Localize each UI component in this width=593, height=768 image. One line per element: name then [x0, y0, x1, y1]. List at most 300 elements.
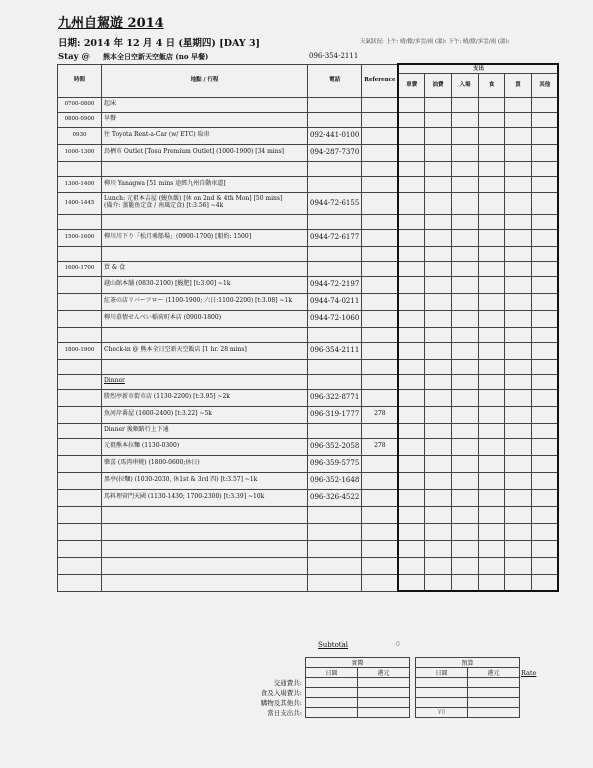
row-spend-cell[interactable]	[531, 523, 558, 540]
row-spend-cell[interactable]	[531, 574, 558, 591]
row-phone	[308, 214, 362, 229]
row-place-line1: Lunch: 元祖本吉屋 (鰻魚飯) [休 on 2nd & 4th Mon] [50 mins]	[104, 195, 283, 203]
row-phone: 096-352-2058	[308, 438, 362, 455]
budget-row-label: 交通費共:	[273, 679, 302, 687]
row-spend-cell[interactable]	[478, 176, 504, 192]
row-place: 黑亭(拉麵) (1030-2030, 休1st & 3rd 四) [t:3.57] ~1k	[102, 472, 308, 489]
row-time	[58, 161, 102, 176]
row-spend-cell[interactable]	[451, 276, 478, 293]
row-spend-cell[interactable]	[424, 438, 451, 455]
row-spend-cell[interactable]	[398, 214, 424, 229]
table-row	[58, 342, 559, 359]
row-reference	[362, 540, 399, 557]
row-spend-cell[interactable]	[451, 540, 478, 557]
row-spend-cell[interactable]	[424, 523, 451, 540]
row-reference	[362, 261, 399, 276]
row-place	[102, 557, 308, 574]
row-spend-cell[interactable]	[531, 310, 558, 327]
row-spend-cell[interactable]	[424, 276, 451, 293]
row-spend-cell[interactable]	[451, 472, 478, 489]
row-spend-cell[interactable]	[451, 97, 478, 112]
row-spend-cell[interactable]	[398, 161, 424, 176]
row-spend-cell[interactable]	[451, 161, 478, 176]
row-place	[102, 161, 308, 176]
row-reference	[362, 161, 399, 176]
row-spend-cell[interactable]	[531, 506, 558, 523]
row-spend-cell[interactable]	[424, 246, 451, 261]
row-spend-cell[interactable]	[478, 374, 504, 389]
row-reference	[362, 310, 399, 327]
row-spend-cell[interactable]	[398, 389, 424, 406]
row-spend-cell[interactable]	[424, 574, 451, 591]
col-time: 時間	[58, 64, 102, 97]
row-place: 起床	[102, 97, 308, 112]
row-time	[58, 523, 102, 540]
row-spend-cell[interactable]	[451, 523, 478, 540]
row-place	[102, 359, 308, 374]
row-spend-cell[interactable]	[531, 327, 558, 342]
row-spend-cell[interactable]	[478, 276, 504, 293]
row-reference	[362, 574, 399, 591]
row-spend-cell[interactable]	[398, 574, 424, 591]
row-place: 柳川 Yanagwa [51 mins 途經九州自動車道]	[102, 176, 308, 192]
row-spend-cell[interactable]	[478, 540, 504, 557]
table-row	[58, 229, 559, 246]
row-time	[58, 540, 102, 557]
row-phone: 094-287-7370	[308, 144, 362, 161]
row-reference	[362, 342, 399, 359]
row-spend-cell[interactable]	[398, 127, 424, 144]
row-spend-cell[interactable]	[504, 112, 531, 127]
col-place: 地點 / 行程	[102, 64, 308, 97]
row-spend-cell[interactable]	[531, 293, 558, 310]
row-spend-cell[interactable]	[531, 276, 558, 293]
row-spend-cell[interactable]	[531, 374, 558, 389]
row-spend-cell[interactable]	[424, 406, 451, 423]
row-spend-cell[interactable]	[398, 423, 424, 438]
table-row	[58, 161, 559, 176]
row-spend-cell[interactable]	[424, 144, 451, 161]
budget-label: 預算	[416, 658, 520, 668]
row-spend-cell[interactable]	[504, 310, 531, 327]
row-spend-cell[interactable]	[424, 261, 451, 276]
row-spend-cell[interactable]	[531, 406, 558, 423]
row-spend-cell[interactable]	[504, 127, 531, 144]
row-reference	[362, 557, 399, 574]
subtotal-label: Subtotal	[318, 641, 349, 649]
row-spend-cell[interactable]	[504, 574, 531, 591]
row-spend-cell[interactable]	[478, 161, 504, 176]
row-spend-cell[interactable]	[451, 406, 478, 423]
row-spend-cell[interactable]	[398, 342, 424, 359]
table-row	[58, 97, 559, 112]
row-time	[58, 423, 102, 438]
row-place: 買 & 食	[102, 261, 308, 276]
row-spend-cell[interactable]	[424, 455, 451, 472]
row-spend-cell[interactable]	[478, 229, 504, 246]
row-spend-cell[interactable]	[451, 342, 478, 359]
row-spend-cell[interactable]	[424, 506, 451, 523]
row-spend-cell[interactable]	[451, 261, 478, 276]
row-spend-cell[interactable]	[478, 438, 504, 455]
row-spend-cell[interactable]	[504, 423, 531, 438]
row-spend-cell[interactable]	[531, 246, 558, 261]
row-spend-cell[interactable]	[451, 144, 478, 161]
table-row	[58, 276, 559, 293]
row-spend-cell[interactable]	[531, 389, 558, 406]
row-time: 1300-1400	[58, 176, 102, 192]
row-phone: 096-326-4522	[308, 489, 362, 506]
row-spend-cell[interactable]	[504, 229, 531, 246]
row-spend-cell[interactable]	[478, 455, 504, 472]
row-place	[102, 574, 308, 591]
row-spend-cell[interactable]	[531, 557, 558, 574]
page-title: 九州自駕遊 2014	[58, 16, 164, 31]
row-reference	[362, 214, 399, 229]
budget-row-label: 購物及其他共:	[260, 699, 302, 707]
row-phone	[308, 161, 362, 176]
row-spend-cell[interactable]	[531, 359, 558, 374]
col-spend: 支出	[398, 64, 558, 73]
row-spend-cell[interactable]	[451, 214, 478, 229]
row-spend-cell[interactable]	[478, 506, 504, 523]
row-reference	[362, 506, 399, 523]
row-spend-cell[interactable]	[478, 523, 504, 540]
row-reference	[362, 389, 399, 406]
row-spend-cell[interactable]	[504, 144, 531, 161]
yen-label: 日圓	[416, 668, 468, 678]
row-time	[58, 389, 102, 406]
row-spend-cell[interactable]	[478, 144, 504, 161]
row-spend-cell[interactable]	[531, 112, 558, 127]
row-spend-cell[interactable]	[531, 342, 558, 359]
row-spend-cell[interactable]	[531, 423, 558, 438]
row-spend-cell[interactable]	[531, 214, 558, 229]
row-spend-cell[interactable]	[478, 310, 504, 327]
row-spend-cell[interactable]	[478, 423, 504, 438]
row-phone	[308, 327, 362, 342]
row-spend-cell[interactable]	[504, 276, 531, 293]
row-spend-cell[interactable]	[531, 540, 558, 557]
row-spend-cell[interactable]	[478, 472, 504, 489]
table-row	[58, 540, 559, 557]
row-spend-cell[interactable]	[531, 229, 558, 246]
row-spend-cell[interactable]	[424, 489, 451, 506]
row-spend-cell[interactable]	[451, 176, 478, 192]
row-spend-cell[interactable]	[398, 327, 424, 342]
row-spend-cell[interactable]	[424, 310, 451, 327]
row-spend-cell[interactable]	[398, 293, 424, 310]
row-spend-cell[interactable]	[504, 455, 531, 472]
row-time	[58, 557, 102, 574]
row-spend-cell[interactable]	[424, 374, 451, 389]
row-place	[102, 540, 308, 557]
row-spend-cell[interactable]	[504, 161, 531, 176]
row-spend-cell[interactable]	[398, 246, 424, 261]
row-spend-cell[interactable]	[504, 214, 531, 229]
row-spend-cell[interactable]	[478, 112, 504, 127]
row-spend-cell[interactable]	[398, 472, 424, 489]
row-phone	[308, 261, 362, 276]
row-time	[58, 293, 102, 310]
table-row	[58, 523, 559, 540]
row-spend-cell[interactable]	[478, 192, 504, 214]
row-time: 0930	[58, 127, 102, 144]
row-place: 鳥栖市 Outlet [Tosu Premium Outlet] (1000-1900) [34 mins]	[102, 144, 308, 161]
row-spend-cell[interactable]	[531, 455, 558, 472]
row-spend-cell[interactable]	[398, 540, 424, 557]
row-spend-cell[interactable]	[504, 406, 531, 423]
row-place: Check-in @ 熊本全日空新天空飯店 [1 hr. 28 mins]	[102, 342, 308, 359]
row-time	[58, 374, 102, 389]
row-phone: 0944-72-2197	[308, 276, 362, 293]
trip-date: 日期: 2014 年 12 月 4 日 (星期四) [DAY 3]	[58, 38, 261, 49]
row-phone: 096-354-2111	[308, 342, 362, 359]
row-reference	[362, 359, 399, 374]
table-row	[58, 127, 559, 144]
row-spend-cell[interactable]	[504, 97, 531, 112]
row-spend-cell[interactable]	[504, 327, 531, 342]
row-spend-cell[interactable]	[478, 214, 504, 229]
row-spend-cell[interactable]	[424, 192, 451, 214]
row-reference	[362, 327, 399, 342]
row-spend-cell[interactable]	[398, 112, 424, 127]
row-time	[58, 472, 102, 489]
row-place: 元祖熊本拉麵 (1130-0300)	[102, 438, 308, 455]
row-place	[102, 246, 308, 261]
row-phone: 096-322-8771	[308, 389, 362, 406]
total-hkd: ¥0	[416, 708, 468, 718]
table-row	[58, 176, 559, 192]
row-spend-cell[interactable]	[504, 489, 531, 506]
row-spend-cell[interactable]	[424, 214, 451, 229]
yen-label: 日圓	[306, 668, 358, 678]
row-time	[58, 455, 102, 472]
row-place	[102, 523, 308, 540]
row-spend-cell[interactable]	[398, 523, 424, 540]
row-spend-cell[interactable]	[424, 97, 451, 112]
table-row	[58, 112, 559, 127]
row-time: 1500-1600	[58, 229, 102, 246]
row-time: 0700-0800	[58, 97, 102, 112]
row-spend-cell[interactable]	[504, 374, 531, 389]
table-row	[58, 506, 559, 523]
row-spend-cell[interactable]	[424, 161, 451, 176]
row-spend-cell[interactable]	[451, 246, 478, 261]
row-phone	[308, 540, 362, 557]
row-spend-cell[interactable]	[478, 574, 504, 591]
weather-status: 天氣狀況: 上午: 晴/陰/多雲/雨 (溫): 下午: 晴/陰/多雲/雨 (溫):	[360, 39, 510, 45]
row-spend-cell[interactable]	[424, 112, 451, 127]
row-spend-cell[interactable]	[398, 455, 424, 472]
row-reference	[362, 229, 399, 246]
row-spend-cell[interactable]	[504, 389, 531, 406]
table-row	[58, 423, 559, 438]
row-spend-cell[interactable]	[398, 489, 424, 506]
row-spend-cell[interactable]	[504, 342, 531, 359]
row-spend-cell[interactable]	[451, 229, 478, 246]
stay-phone: 096-354-2111	[309, 52, 359, 60]
row-spend-cell[interactable]	[451, 112, 478, 127]
row-spend-cell[interactable]	[451, 438, 478, 455]
table-row	[58, 293, 559, 310]
row-place	[102, 192, 308, 214]
row-spend-cell[interactable]	[424, 423, 451, 438]
row-spend-cell[interactable]	[398, 192, 424, 214]
row-spend-cell[interactable]	[398, 229, 424, 246]
row-spend-cell[interactable]	[531, 472, 558, 489]
row-spend-cell[interactable]	[531, 127, 558, 144]
row-reference: 278	[362, 406, 399, 423]
row-spend-cell[interactable]	[504, 261, 531, 276]
row-spend-cell[interactable]	[398, 438, 424, 455]
row-spend-cell[interactable]	[398, 557, 424, 574]
table-row	[58, 389, 559, 406]
row-spend-cell[interactable]	[451, 327, 478, 342]
row-spend-cell[interactable]	[504, 540, 531, 557]
row-spend-cell[interactable]	[424, 557, 451, 574]
row-spend-cell[interactable]	[531, 161, 558, 176]
row-spend-cell[interactable]	[398, 374, 424, 389]
row-spend-cell[interactable]	[451, 423, 478, 438]
row-spend-cell[interactable]	[424, 472, 451, 489]
row-spend-cell[interactable]	[424, 127, 451, 144]
row-spend-cell[interactable]	[531, 438, 558, 455]
row-phone: 0944-72-6177	[308, 229, 362, 246]
row-spend-cell[interactable]	[398, 359, 424, 374]
row-reference	[362, 523, 399, 540]
row-spend-cell[interactable]	[478, 557, 504, 574]
row-spend-cell[interactable]	[531, 176, 558, 192]
row-phone: 0944-72-6155	[308, 192, 362, 214]
row-spend-cell[interactable]	[451, 455, 478, 472]
row-reference	[362, 374, 399, 389]
row-spend-cell[interactable]	[451, 506, 478, 523]
row-spend-cell[interactable]	[504, 192, 531, 214]
table-row	[58, 192, 559, 214]
row-spend-cell[interactable]	[478, 327, 504, 342]
row-spend-cell[interactable]	[531, 489, 558, 506]
row-spend-cell[interactable]	[424, 176, 451, 192]
row-spend-cell[interactable]	[504, 359, 531, 374]
row-place: Dinner 後順路行上下通	[102, 423, 308, 438]
col-spend-5: 其他	[531, 73, 558, 97]
row-spend-cell[interactable]	[398, 310, 424, 327]
row-spend-cell[interactable]	[424, 327, 451, 342]
row-phone	[308, 97, 362, 112]
row-spend-cell[interactable]	[478, 389, 504, 406]
row-spend-cell[interactable]	[398, 144, 424, 161]
row-spend-cell[interactable]	[478, 293, 504, 310]
row-place: 樂喜 (馬肉串燒) (1800-0600;休日)	[102, 455, 308, 472]
row-spend-cell[interactable]	[398, 261, 424, 276]
row-spend-cell[interactable]	[478, 359, 504, 374]
row-phone	[308, 506, 362, 523]
table-row	[58, 455, 559, 472]
row-spend-cell[interactable]	[451, 389, 478, 406]
row-spend-cell[interactable]	[478, 97, 504, 112]
row-spend-cell[interactable]	[424, 359, 451, 374]
row-reference	[362, 455, 399, 472]
row-spend-cell[interactable]	[478, 489, 504, 506]
row-spend-cell[interactable]	[451, 489, 478, 506]
row-spend-cell[interactable]	[504, 472, 531, 489]
col-reference: Reference	[362, 64, 399, 97]
row-spend-cell[interactable]	[478, 406, 504, 423]
row-spend-cell[interactable]	[531, 192, 558, 214]
row-spend-cell[interactable]	[398, 506, 424, 523]
row-spend-cell[interactable]	[504, 506, 531, 523]
row-spend-cell[interactable]	[504, 246, 531, 261]
row-spend-cell[interactable]	[478, 342, 504, 359]
row-spend-cell[interactable]	[504, 438, 531, 455]
row-spend-cell[interactable]	[531, 97, 558, 112]
row-reference	[362, 246, 399, 261]
table-row	[58, 374, 559, 389]
row-spend-cell[interactable]	[424, 342, 451, 359]
row-spend-cell[interactable]	[398, 97, 424, 112]
row-spend-cell[interactable]	[451, 574, 478, 591]
row-phone	[308, 374, 362, 389]
row-spend-cell[interactable]	[398, 276, 424, 293]
row-reference	[362, 192, 399, 214]
row-time: 1000-1300	[58, 144, 102, 161]
row-spend-cell[interactable]	[504, 176, 531, 192]
table-row	[58, 557, 559, 574]
row-place: 越山館本舗 (0830-2100) [鰻肥] [t:3.00] ~1k	[102, 276, 308, 293]
row-spend-cell[interactable]	[424, 293, 451, 310]
row-spend-cell[interactable]	[398, 406, 424, 423]
table-row	[58, 438, 559, 455]
row-phone	[308, 359, 362, 374]
row-spend-cell[interactable]	[424, 540, 451, 557]
row-spend-cell[interactable]	[451, 557, 478, 574]
hkd-label: 港元	[358, 668, 410, 678]
row-spend-cell[interactable]	[424, 389, 451, 406]
row-spend-cell[interactable]	[478, 246, 504, 261]
row-spend-cell[interactable]	[504, 557, 531, 574]
row-spend-cell[interactable]	[424, 229, 451, 246]
row-time: 1800-1900	[58, 342, 102, 359]
row-spend-cell[interactable]	[478, 261, 504, 276]
row-time	[58, 246, 102, 261]
row-spend-cell[interactable]	[531, 144, 558, 161]
row-place: Dinner	[102, 374, 308, 389]
row-spend-cell[interactable]	[478, 127, 504, 144]
row-spend-cell[interactable]	[451, 310, 478, 327]
row-place: 紅茶の店リバーフロー (1100-1900; 六日:1100-2200) [t:3.08] ~1k	[102, 293, 308, 310]
row-phone: 096-352-1648	[308, 472, 362, 489]
row-spend-cell[interactable]	[398, 176, 424, 192]
rate-label: Rate	[521, 669, 537, 677]
col-phone: 電話	[308, 64, 362, 97]
row-spend-cell[interactable]	[504, 293, 531, 310]
row-spend-cell[interactable]	[451, 359, 478, 374]
stay-label: Stay @	[58, 52, 90, 62]
budget-row-label: 食及入場費共:	[260, 689, 302, 697]
row-phone	[308, 423, 362, 438]
row-spend-cell[interactable]	[451, 293, 478, 310]
col-spend-2: 入場	[451, 73, 478, 97]
row-spend-cell[interactable]	[451, 374, 478, 389]
row-reference	[362, 144, 399, 161]
row-time: 1600-1700	[58, 261, 102, 276]
row-spend-cell[interactable]	[504, 523, 531, 540]
row-place: 魚河岸番屋 (1600-2400) [t:3.22] ~5k	[102, 406, 308, 423]
row-spend-cell[interactable]	[451, 192, 478, 214]
row-spend-cell[interactable]	[531, 261, 558, 276]
row-spend-cell[interactable]	[451, 127, 478, 144]
